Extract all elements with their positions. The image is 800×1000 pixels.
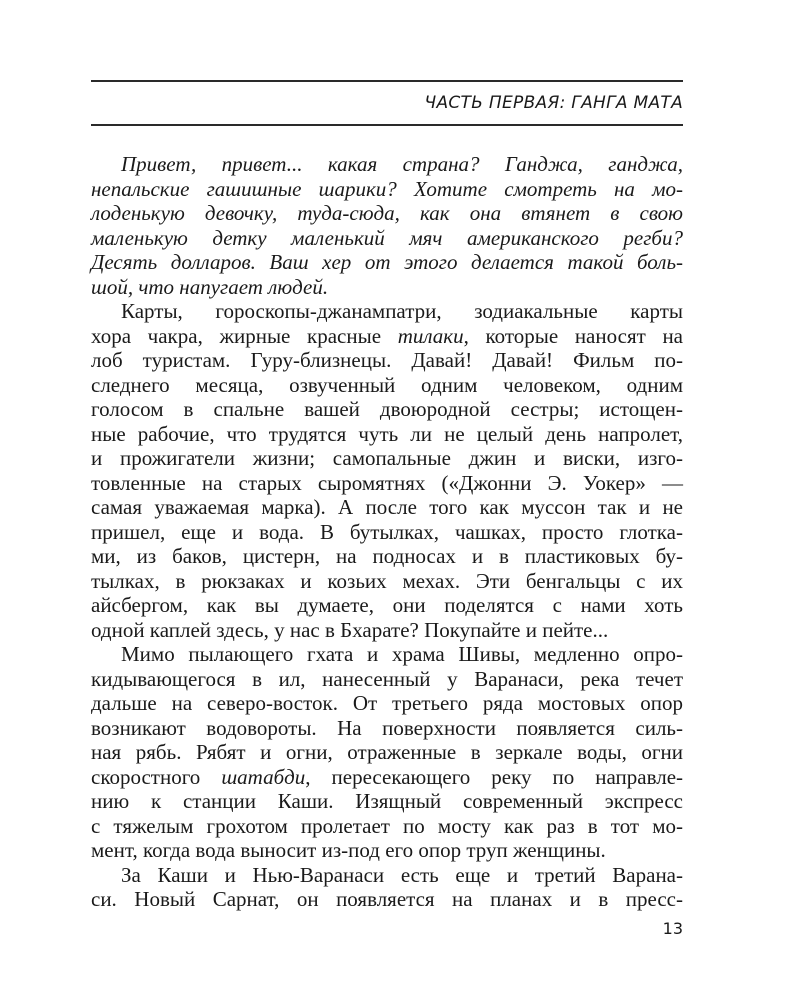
text-line bbox=[91, 324, 683, 349]
text-segment: , пересекающего реку по направле- bbox=[305, 764, 684, 789]
text-line: Десять долларов. Ваш хер от этого делается такой боль- bbox=[91, 250, 683, 274]
text-line: За Каши и Нью-Варанаси есть еще и третий Варана- bbox=[121, 862, 683, 887]
text-line: непальские гашишные шарики? Хотите смотреть на мо- bbox=[91, 176, 683, 201]
text-line: ные рабочие, что трудятся чуть ли не целый день напролет, bbox=[91, 421, 683, 446]
body-text bbox=[91, 152, 683, 912]
text-line: мент, когда вода выносит из-под его опор труп женщины. bbox=[91, 838, 606, 862]
paragraph-river bbox=[91, 642, 683, 863]
text-line: тылках, в рюкзаках и козьих мехах. Эти бенгальцы с их bbox=[91, 568, 683, 593]
paragraph-italic-street-talk bbox=[91, 152, 683, 299]
page-number: 13 bbox=[662, 919, 683, 938]
text-line: следнего месяца, озвученный одним человеком, одним bbox=[91, 372, 683, 397]
text-line: Мимо пылающего гхата и храма Шивы, медленно опро- bbox=[121, 642, 683, 666]
text-line: с тяжелым грохотом пролетает по мосту как раз в тот мо- bbox=[91, 813, 683, 838]
text-line: лоденькую девочку, туда-сюда, как она втянет в свою bbox=[91, 201, 683, 225]
running-head: ЧАСТЬ ПЕРВАЯ: ГАНГА МАТА bbox=[424, 93, 683, 113]
text-line: шой, что напугает людей. bbox=[91, 274, 329, 299]
text-line: дальше на северо-восток. От третьего ряда мостовых опор bbox=[91, 691, 683, 715]
text-line bbox=[91, 765, 683, 790]
text-line: одной каплей здесь, у нас в Бхарате? Покупайте и пейте... bbox=[91, 617, 609, 642]
text-line: и прожигатели жизни; самопальные джин и виски, изго- bbox=[91, 446, 683, 470]
text-line: самая уважаемая марка). А после того как муссон так и не bbox=[91, 495, 683, 519]
paragraph-maps-and-water bbox=[91, 299, 683, 642]
header-rule-top bbox=[91, 80, 683, 82]
text-line: Привет, привет... какая страна? Ганджа, ганджа, bbox=[121, 152, 683, 176]
header-rule-bottom bbox=[91, 124, 683, 126]
text-line: возникают водовороты. На поверхности появляется силь- bbox=[91, 715, 683, 740]
text-line: ная рябь. Рябят и огни, отраженные в зеркале воды, огни bbox=[91, 740, 683, 764]
text-line: нию к станции Каши. Изящный современный экспресс bbox=[91, 789, 683, 813]
text-line: ми, из баков, цистерн, на подносах и в пластиковых бу- bbox=[91, 544, 683, 568]
text-segment: , которые наносят на bbox=[463, 323, 683, 348]
text-line: айсбергом, как вы думаете, они поделятся с нами хоть bbox=[91, 593, 683, 617]
text-line: си. Новый Сарнат, он появляется на планах и в пресс- bbox=[91, 887, 683, 911]
text-line: Карты, гороскопы-джанампатри, зодиакальные карты bbox=[121, 299, 683, 323]
italic-term: тилаки bbox=[397, 323, 464, 348]
text-line: кидывающегося в ил, нанесенный у Варанаси, река течет bbox=[91, 666, 683, 691]
text-segment: хора чакра, жирные красные bbox=[91, 323, 398, 348]
text-line: товленные на старых сыромятнях («Джонни Э. Уокер» — bbox=[91, 470, 683, 495]
text-line: лоб туристам. Гуру-близнецы. Давай! Давай! Фильм по- bbox=[91, 348, 683, 372]
paragraph-third-varanasi bbox=[91, 863, 683, 912]
text-line: маленькую детку маленький мяч американского регби? bbox=[91, 225, 683, 250]
text-line: голосом в спальне вашей двоюродной сестры; истощен- bbox=[91, 397, 683, 421]
text-line: пришел, еще и вода. В бутылках, чашках, просто глотка- bbox=[91, 519, 683, 544]
text-segment: скоростного bbox=[91, 764, 222, 789]
italic-term: шатабди bbox=[221, 764, 306, 789]
